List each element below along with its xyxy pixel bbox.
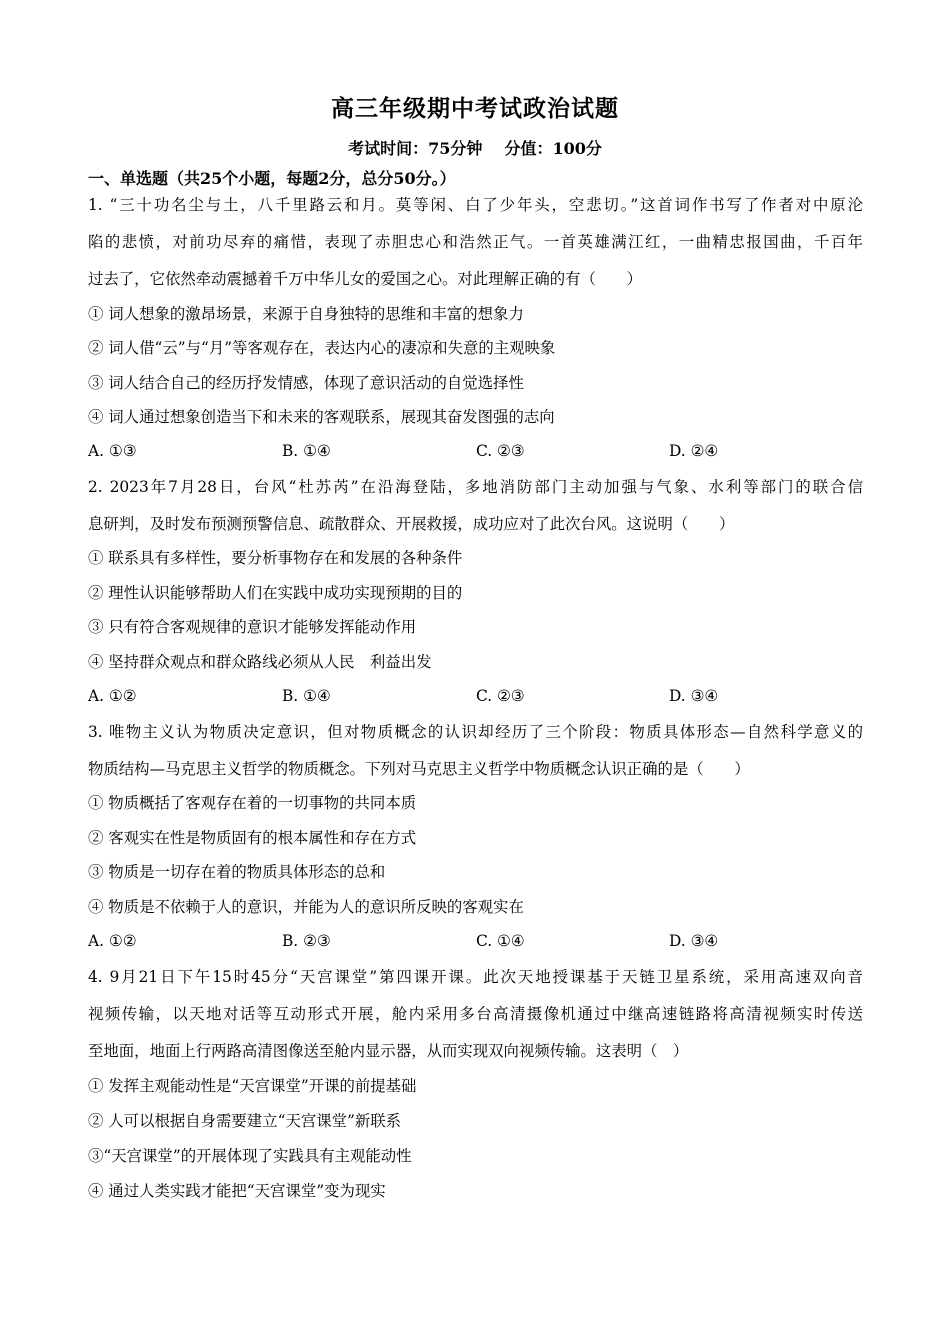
q2-option-d: D. ③④ <box>669 687 719 705</box>
q4-stem-line-1: 4. 9月21日下午15时45分“天宫课堂”第四课开课。此次天地授课基于天链卫星系统，采用高速双向音 <box>88 968 863 986</box>
exam-meta <box>0 136 950 159</box>
q2-stem-line-1: 2. 2023年7月28日，台风“杜苏芮”在沿海登陆，多地消防部门主动加强与气象、水利等部门的联合信 <box>88 478 863 496</box>
q3-statement-4: ④ 物质是不依赖于人的意识，并能为人的意识所反映的客观实在 <box>88 898 524 916</box>
exam-time: 考试时间：75分钟 <box>348 139 483 158</box>
q4-statement-4: ④ 通过人类实践才能把“天宫课堂”变为现实 <box>88 1182 386 1200</box>
q1-stem-line-2: 陷的悲愤，对前功尽弃的痛惜，表现了赤胆忠心和浩然正气。一首英雄满江红，一曲精忠报国曲，千百年 <box>88 233 863 251</box>
q3-stem-line-1: 3. 唯物主义认为物质决定意识，但对物质概念的认识却经历了三个阶段：物质具体形态—自然科学意义的 <box>88 723 863 741</box>
q1-statement-2: ② 词人借“云”与“月”等客观存在，表达内心的凄凉和失意的主观映象 <box>88 339 556 357</box>
q2-statement-3: ③ 只有符合客观规律的意识才能够发挥能动作用 <box>88 618 417 636</box>
q1-option-d: D. ②④ <box>669 442 719 460</box>
q3-statement-2: ② 客观实在性是物质固有的根本属性和存在方式 <box>88 829 417 847</box>
q1-option-b: B. ①④ <box>282 442 331 460</box>
q2-option-c: C. ②③ <box>476 687 525 705</box>
q3-option-c: C. ①④ <box>476 932 525 950</box>
exam-title: 高三年级期中考试政治试题 <box>331 95 619 122</box>
q1-stem-line-3: 过去了，它依然牵动震撼着千万中华儿女的爱国之心。对此理解正确的有（ ） <box>88 270 643 288</box>
q4-stem-line-2: 视频传输，以天地对话等互动形式开展，舱内采用多台高清摄像机通过中继高速链路将高清视频实时传送 <box>88 1005 863 1023</box>
q4-stem-line-3: 至地面，地面上行两路高清图像送至舱内显示器，从而实现双向视频传输。这表明（ ） <box>88 1042 689 1060</box>
section-heading: 一、单选题（共25个小题，每题2分，总分50分。） <box>88 169 456 188</box>
q4-statement-2: ② 人可以根据自身需要建立“天宫课堂”新联系 <box>88 1112 402 1130</box>
q4-statement-3: ③“天宫课堂”的开展体现了实践具有主观能动性 <box>88 1147 412 1165</box>
q1-option-a: A. ①③ <box>88 442 137 460</box>
q2-options <box>88 686 863 706</box>
q2-statement-1: ① 联系具有多样性，要分析事物存在和发展的各种条件 <box>88 549 463 567</box>
q1-option-c: C. ②③ <box>476 442 525 460</box>
q2-option-b: B. ①④ <box>282 687 331 705</box>
q2-option-a: A. ①② <box>88 687 137 705</box>
q3-options <box>88 931 863 951</box>
q3-option-b: B. ②③ <box>282 932 331 950</box>
q3-option-d: D. ③④ <box>669 932 719 950</box>
exam-score: 分值：100分 <box>504 139 602 158</box>
q3-statement-1: ① 物质概括了客观存在着的一切事物的共同本质 <box>88 794 417 812</box>
q2-statement-2: ② 理性认识能够帮助人们在实践中成功实现预期的目的 <box>88 584 463 602</box>
q3-option-a: A. ①② <box>88 932 137 950</box>
q1-stem-line-1: 1. “三十功名尘与土，八千里路云和月。莫等闲、白了少年头，空悲切。”这首词作书写了作者对中原沦 <box>88 196 863 214</box>
q4-statement-1: ① 发挥主观能动性是“天宫课堂”开课的前提基础 <box>88 1077 417 1095</box>
q1-statement-1: ① 词人想象的激昂场景，来源于自身独特的思维和丰富的想象力 <box>88 305 524 323</box>
q1-statement-4: ④ 词人通过想象创造当下和未来的客观联系，展现其奋发图强的志向 <box>88 408 555 426</box>
q3-statement-3: ③ 物质是一切存在着的物质具体形态的总和 <box>88 863 386 881</box>
q2-statement-4: ④ 坚持群众观点和群众路线必须从人民 利益出发 <box>88 653 432 671</box>
q2-stem-line-2: 息研判，及时发布预测预警信息、疏散群众、开展救援，成功应对了此次台风。这说明（ ） <box>88 515 735 533</box>
q3-stem-line-2: 物质结构—马克思主义哲学的物质概念。下列对马克思主义哲学中物质概念认识正确的是（ ） <box>88 760 750 778</box>
q1-options <box>88 441 863 461</box>
q1-statement-3: ③ 词人结合自己的经历抒发情感，体现了意识活动的自觉选择性 <box>88 374 524 392</box>
